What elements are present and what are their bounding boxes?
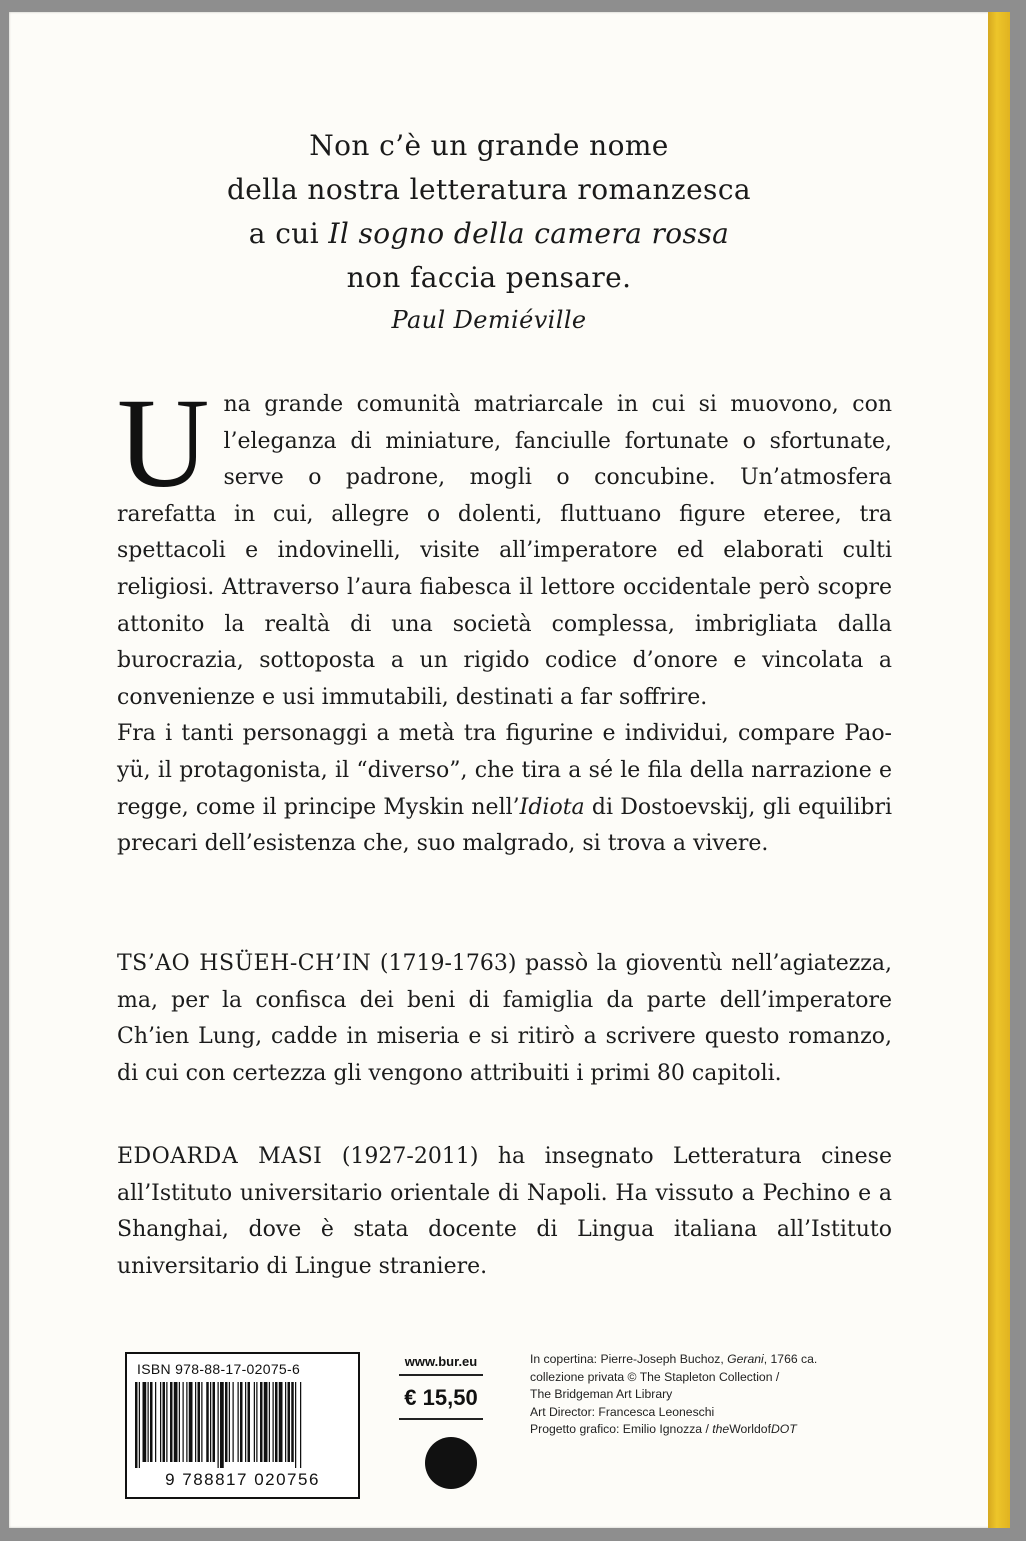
quote-line: della nostra letteratura romanzesca — [226, 173, 751, 206]
book-title-italic: Il sogno della camera rossa — [328, 217, 730, 250]
price-label: € 15,50 — [404, 1385, 478, 1410]
credit-line: Progetto grafico: Emilio Ignozza / theWorldofDOT — [530, 1422, 797, 1436]
cover-credits — [530, 1351, 817, 1439]
barcode-icon — [133, 1382, 352, 1468]
yellow-spine-strip — [988, 12, 1010, 1528]
translator-name: EDOARDA MASI — [117, 1144, 323, 1169]
website-label: www.bur.eu — [404, 1354, 478, 1369]
author-bio: TS’AO HSÜEH-CH’IN (1719-1763) passò la gioventù nell’agiatezza, ma, per la confisca dei beni di famiglia da parte dell’imperatore Ch’ien Lung, cadde in miseria e si ritirò a scrivere questo romanzo, di cui con certezza gli vengono attribuiti i primi 80 capitoli. — [117, 951, 892, 1086]
synopsis-paragraph-1: na grande comunità matriarcale in cui si muovono, con l’eleganza di miniature, fanciulle fortunate o sfortunate, serve o padrone, mogli o concubine. Un’atmosfera rarefatta in cui, allegre o dolenti, fluttuano figure eteree, tra spettacoli e indovinelli, visite all’imperatore ed elaborati culti religiosi. Attraverso l’aura fiabesca il lettore occidentale però scopre attonito la realtà di una società complessa, imbrigliata dalla burocrazia, sottoposta a un rigido codice d’onore e vincolata a convenienze e usi immutabili, destinati a far soffrire. — [117, 392, 892, 710]
quote-line: a cui Il sogno della camera rossa — [248, 217, 730, 250]
drop-cap: U — [117, 372, 210, 514]
author-name: TS’AO HSÜEH-CH’IN — [117, 951, 372, 976]
isbn-barcode-box — [125, 1352, 360, 1499]
credit-line: The Bridgeman Art Library — [530, 1387, 673, 1401]
quote-line: Non c’è un grande nome — [309, 129, 669, 162]
divider — [399, 1374, 483, 1376]
back-cover — [9, 12, 1010, 1528]
quote-line: non faccia pensare. — [346, 261, 632, 294]
divider — [399, 1418, 483, 1420]
barcode-digits: 9 788817 020756 — [165, 1470, 320, 1489]
credit-line: In copertina: Pierre-Joseph Buchoz, Gerani, 1766 ca. — [530, 1352, 818, 1366]
epigraph-quote — [9, 124, 969, 340]
publisher-dot-logo — [425, 1437, 477, 1489]
isbn-label: ISBN 978-88-17-02075-6 — [137, 1361, 301, 1377]
synopsis — [117, 372, 893, 863]
credit-line: Art Director: Francesca Leoneschi — [530, 1404, 715, 1419]
synopsis-paragraph-2: Fra i tanti personaggi a metà tra figurine e individui, compare Pao-yü, il protagonista, il “diverso”, che tira a sé le fila della narrazione e regge, come il principe Myskin nell’Idiota di Dostoevskij, gli equilibri precari dell’esistenza che, suo malgrado, si trova a vivere. — [117, 721, 893, 857]
idiota-title: Idiota — [519, 794, 585, 820]
quote-author: Paul Demiéville — [391, 306, 587, 334]
translator-bio: EDOARDA MASI (1927-2011) ha insegnato Letteratura cinese all’Istituto universitario orientale di Napoli. Ha vissuto a Pechino e a Shanghai, dove è stata docente di Lingua italiana all’Istituto universitario di Lingue straniere. — [117, 1144, 892, 1279]
credit-line: collezione privata © The Stapleton Collection / — [530, 1369, 780, 1384]
